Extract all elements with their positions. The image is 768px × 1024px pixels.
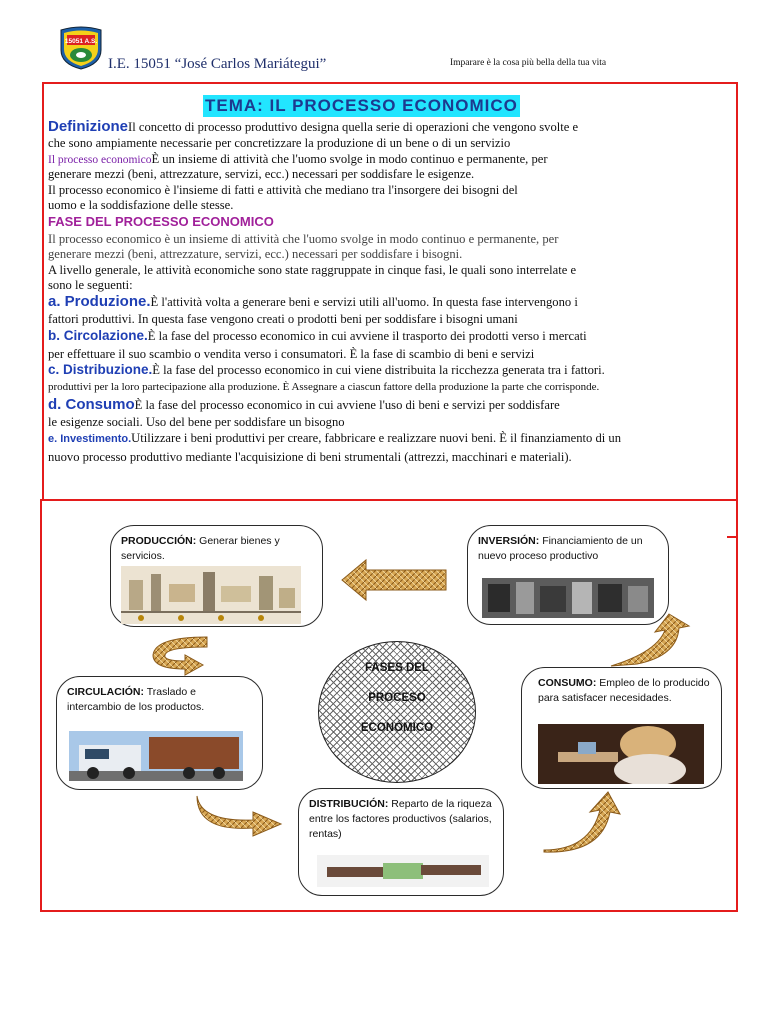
produccion-label: PRODUCCIÓN: — [121, 535, 197, 547]
phase-c-line-2: produttivi per la loro partecipazione alla produzione. È Assegnare a ciascun fattore della produzione la parte che corrisponde. — [48, 381, 600, 393]
phases-intro-4: sono le seguenti: — [48, 278, 133, 292]
school-crest-logo — [58, 26, 104, 70]
phases-heading: FASE DEL PROCESSO ECONOMICO — [48, 214, 274, 229]
consumo-text: Empleo de lo producido para satisfacer necesidades. — [538, 677, 710, 704]
arrow-left-icon — [340, 558, 448, 602]
circulacion-label: CIRCULACIÓN: — [67, 686, 144, 698]
phases-intro-2: generare mezzi (beni, attrezzature, servizi, ecc.) necessari per soddisfare i bisogni. — [48, 247, 463, 261]
phase-e-label: e. Investimento. — [48, 433, 132, 445]
curved-arrow-down-left-icon — [145, 633, 215, 677]
school-name: I.E. 15051 “José Carlos Mariátegui” — [108, 56, 327, 72]
center-text-2: PROCESO — [368, 692, 426, 704]
card-produccion — [110, 525, 323, 627]
produccion-text: Generar bienes y servicios. — [121, 535, 280, 562]
card-circulacion — [56, 676, 263, 790]
phase-b-label: b. Circolazione. — [48, 328, 148, 343]
curved-arrow-down-right-icon — [607, 612, 691, 668]
inversion-label: INVERSIÓN: — [478, 535, 540, 547]
distribucion-label: DISTRIBUCIÓN: — [309, 798, 389, 810]
circulacion-text: Traslado e intercambio de los productos. — [67, 686, 205, 713]
consumer-image — [538, 724, 704, 784]
curved-arrow-right-icon — [193, 792, 285, 840]
definition-label: Definizione — [48, 118, 129, 135]
phase-c-line-1: c. Distribuzione.È la fase del processo economico in cui viene distribuita la ricchezza generata tra i fattori. — [48, 362, 605, 377]
phases-intro-3: A livello generale, le attività economiche sono state raggruppate in cinque fasi, le quali sono interrelate e — [48, 263, 577, 277]
card-distribucion — [298, 788, 504, 896]
phase-e-line-2: nuovo processo produttivo mediante l'acquisizione di beni strumentali (attrezzi, macchinari e materiali). — [48, 450, 572, 464]
truck-image — [69, 731, 243, 781]
school-motto: Imparare è la cosa più bella della tua vita — [450, 58, 607, 68]
factory-production-image — [121, 566, 301, 624]
phase-d-label: d. Consumo — [48, 396, 135, 413]
phase-d-line-2: le esigenze sociali. Uso del bene per soddisfare un bisogno — [48, 415, 345, 429]
distribucion-text: Reparto de la riqueza entre los factores productivos (salarios, rentas) — [309, 798, 492, 840]
phase-c-label: c. Distribuzione. — [48, 362, 153, 377]
phase-e-line-1: e. Investimento.Utilizzare i beni produttivi per creare, fabbricare e realizzare nuovi beni. È il finanziamento di un — [48, 431, 622, 445]
definition-line-3: Il processo economicoÈ un insieme di attività che l'uomo svolge in modo continuo e permanente, per — [48, 152, 548, 166]
phase-a-line-1: a. Produzione.È l'attività volta a generare beni e servizi utili all'uomo. In questa fase intervengono i — [48, 293, 578, 310]
phase-b-line-1: b. Circolazione.È la fase del processo economico in cui avviene il trasporto dei prodotti verso i mercati — [48, 328, 587, 343]
phases-intro-1: Il processo economico è un insieme di attività che l'uomo svolge in modo continuo e permanente, per — [48, 232, 559, 246]
center-circle — [318, 641, 476, 783]
phase-a-line-2: fattori produttivi. In questa fase vengono creati o prodotti beni per soddisfare i bisogni umani — [48, 312, 518, 326]
card-inversion — [467, 525, 669, 625]
page-title: TEMA: IL PROCESSO ECONOMICO — [205, 96, 518, 115]
definition-line-5: Il processo economico è l'insieme di fatti e attività che mediano tra l'insorgere dei bisogni del — [48, 183, 518, 197]
center-text-3: ECONÓMICO — [360, 722, 434, 734]
inversion-text: Financiamiento de un nuevo proceso productivo — [478, 535, 643, 562]
card-consumo — [521, 667, 722, 789]
definition-line-6: uomo e la soddisfazione delle stesse. — [48, 198, 234, 212]
consumo-label: CONSUMO: — [538, 677, 597, 689]
definition-line-2: che sono ampiamente necessarie per concretizzare la produzione di un bene o di un servizio — [48, 136, 511, 150]
phase-d-line-1: d. ConsumoÈ la fase del processo economico in cui avviene l'uso di beni e servizi per soddisfare — [48, 396, 560, 413]
center-text-1: FASES DEL — [365, 662, 429, 674]
definition-line-4: generare mezzi (beni, attrezzature, servizi, ecc.) necessari per soddisfare le esigenze. — [48, 167, 475, 181]
economic-process-label: Il processo economico — [48, 154, 152, 166]
phase-a-label: a. Produzione. — [48, 293, 151, 310]
curved-arrow-up-right-icon — [540, 790, 624, 854]
definition-line-1: DefinizioneIl concetto di processo produttivo designa quella serie di operazioni che vengono svolte e — [48, 118, 579, 135]
phase-b-line-2: per effettuare il suo scambio o vendita verso i consumatori. È la fase di scambio di beni e servizi — [48, 347, 535, 361]
money-exchange-image — [317, 855, 489, 887]
svg-text:15051 A.S.: 15051 A.S. — [64, 38, 98, 45]
